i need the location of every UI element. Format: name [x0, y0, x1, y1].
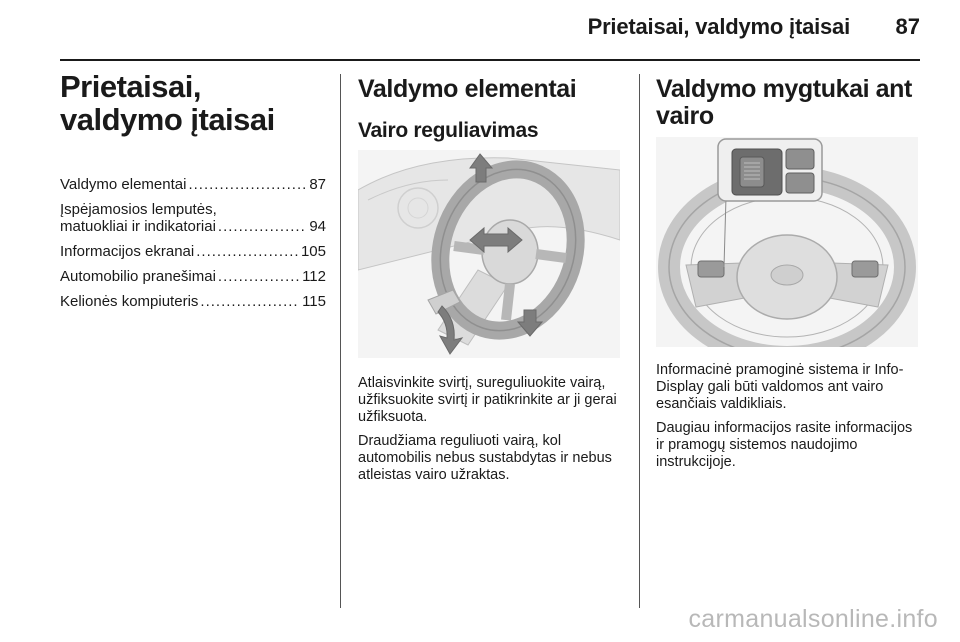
- toc-entry-label: Valdymo elementai: [60, 176, 187, 193]
- toc-entry-page: 112: [302, 268, 326, 285]
- column-divider-right: [639, 74, 640, 608]
- running-header-title: Prietaisai, valdymo įtaisai: [587, 14, 850, 39]
- controls-paragraph: Daugiau informacijos rasite informacijos ir pramogų sistemos naudojimo instrukcijoje.: [656, 420, 913, 470]
- toc-entry-page: 115: [302, 293, 326, 310]
- page-number: 87: [895, 14, 920, 39]
- toc-leader-dots: [200, 293, 300, 310]
- toc-leader-dots: [218, 268, 300, 285]
- toc-entry-label: Informacijos ekranai: [60, 243, 195, 260]
- toc-entry[interactable]: [60, 201, 326, 235]
- toc-entry-label: Kelionės kompiuteris: [60, 293, 199, 310]
- toc-entry[interactable]: [60, 268, 326, 285]
- table-of-contents: [60, 176, 326, 310]
- subsection-title: Vairo reguliavimas: [358, 119, 539, 142]
- column-divider-left: [340, 74, 341, 608]
- section-paragraph: Draudžiama reguliuoti vairą, kol automobilis nebus sustabdytas ir nebus atleistas vairo užraktas.: [358, 433, 612, 483]
- steering-adjustment-column: [358, 76, 624, 143]
- toc-entry[interactable]: [60, 176, 326, 193]
- toc-entry[interactable]: [60, 293, 326, 310]
- toc-leader-dots: [188, 176, 307, 193]
- toc-leader-dots: [218, 218, 307, 235]
- controls-section-title: Valdymo mygtukai ant vairo: [656, 75, 912, 130]
- chapter-column: [60, 70, 326, 318]
- toc-entry-label: matuokliai ir indikatoriai: [60, 218, 216, 235]
- toc-leader-dots: [196, 243, 299, 260]
- toc-entry-label: Automobilio pranešimai: [60, 268, 216, 285]
- toc-entry-page: 94: [309, 218, 326, 235]
- section-paragraph: Atlaisvinkite svirtį, sureguliuokite vairą, užfiksuokite svirtį ir patikrinkite ar ji gerai užfiksuota.: [358, 375, 617, 425]
- toc-entry-label: Įspėjamosios lemputės,: [60, 201, 217, 218]
- controls-paragraph: Informacinė pramoginė sistema ir Info-Display gali būti valdomos ant vairo esančiais valdikliais.: [656, 362, 904, 412]
- section-title: Valdymo elementai: [358, 75, 577, 103]
- chapter-title: Prietaisai, valdymo įtaisai: [60, 69, 275, 137]
- steering-adjustment-illustration: [358, 150, 620, 358]
- header-rule: [60, 59, 920, 61]
- steering-controls-illustration: [656, 137, 918, 347]
- steering-controls-column: [656, 76, 922, 130]
- toc-entry-page: 87: [309, 176, 326, 193]
- toc-entry[interactable]: [60, 243, 326, 260]
- toc-entry-page: 105: [300, 243, 326, 260]
- watermark: carmanualsonline.info: [688, 605, 938, 633]
